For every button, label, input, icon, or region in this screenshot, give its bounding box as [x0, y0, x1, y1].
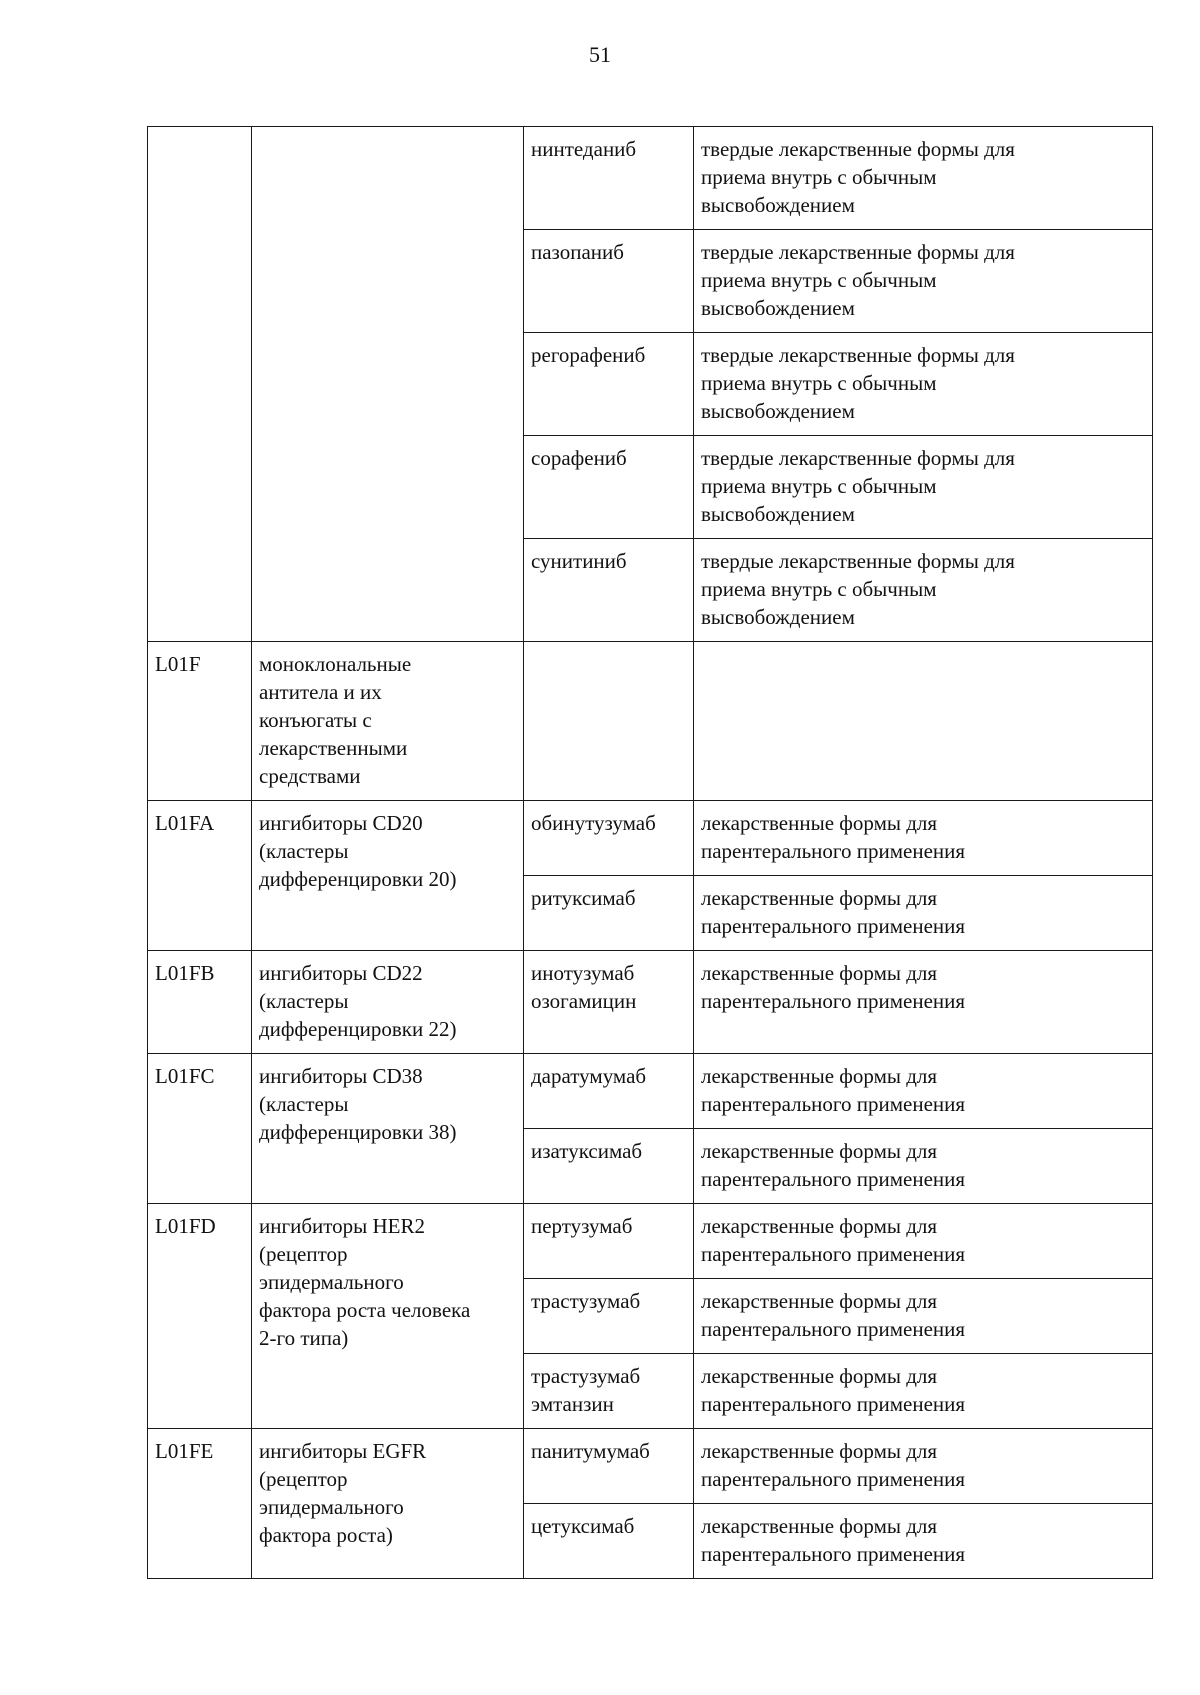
substance-cell: трастузумаб [524, 1279, 694, 1354]
substance-cell: нинтеданиб [524, 127, 694, 230]
dosage-form-cell: лекарственные формы для парентерального применения [694, 1129, 1153, 1204]
atc-code-cell: L01FB [148, 951, 252, 1054]
dosage-form-cell: твердые лекарственные формы для приема внутрь с обычным высвобождением [694, 436, 1153, 539]
dosage-form-cell: твердые лекарственные формы для приема внутрь с обычным высвобождением [694, 539, 1153, 642]
substance-cell: сорафениб [524, 436, 694, 539]
table-row [148, 1054, 1153, 1129]
dosage-form-cell: твердые лекарственные формы для приема внутрь с обычным высвобождением [694, 230, 1153, 333]
atc-code-cell: L01FC [148, 1054, 252, 1204]
table-row [148, 1204, 1153, 1279]
atc-code-cell: L01F [148, 642, 252, 801]
substance-cell: пертузумаб [524, 1204, 694, 1279]
atc-code-cell: L01FD [148, 1204, 252, 1429]
substance-cell: инотузумаб озогамицин [524, 951, 694, 1054]
substance-cell: панитумумаб [524, 1429, 694, 1504]
substance-cell: даратумумаб [524, 1054, 694, 1129]
substance-cell: пазопаниб [524, 230, 694, 333]
atc-code-cell [148, 127, 252, 642]
dosage-form-cell: лекарственные формы для парентерального применения [694, 876, 1153, 951]
dosage-form-cell: твердые лекарственные формы для приема внутрь с обычным высвобождением [694, 333, 1153, 436]
group-name-cell: ингибиторы HER2 (рецептор эпидермального фактора роста человека 2-го типа) [252, 1204, 524, 1429]
dosage-form-cell: лекарственные формы для парентерального применения [694, 1504, 1153, 1579]
substance-cell [524, 642, 694, 801]
group-name-cell [252, 127, 524, 642]
dosage-form-cell: лекарственные формы для парентерального применения [694, 951, 1153, 1054]
atc-code-cell: L01FE [148, 1429, 252, 1579]
substance-cell: регорафениб [524, 333, 694, 436]
dosage-form-cell [694, 642, 1153, 801]
atc-code-cell: L01FA [148, 801, 252, 951]
substance-cell: трастузумаб эмтанзин [524, 1354, 694, 1429]
group-name-cell: ингибиторы CD38 (кластеры дифференцировки 38) [252, 1054, 524, 1204]
dosage-form-cell: лекарственные формы для парентерального применения [694, 1204, 1153, 1279]
dosage-form-cell: лекарственные формы для парентерального применения [694, 1054, 1153, 1129]
substance-cell: цетуксимаб [524, 1504, 694, 1579]
drug-table [147, 126, 1153, 1579]
dosage-form-cell: лекарственные формы для парентерального применения [694, 1354, 1153, 1429]
table-row [148, 951, 1153, 1054]
table-row [148, 1429, 1153, 1504]
table-row [148, 642, 1153, 801]
group-name-cell: ингибиторы CD22 (кластеры дифференцировки 22) [252, 951, 524, 1054]
substance-cell: обинутузумаб [524, 801, 694, 876]
dosage-form-cell: твердые лекарственные формы для приема внутрь с обычным высвобождением [694, 127, 1153, 230]
table-row [148, 801, 1153, 876]
group-name-cell: ингибиторы EGFR (рецептор эпидермального фактора роста) [252, 1429, 524, 1579]
dosage-form-cell: лекарственные формы для парентерального применения [694, 1429, 1153, 1504]
dosage-form-cell: лекарственные формы для парентерального применения [694, 1279, 1153, 1354]
table-row [148, 127, 1153, 230]
dosage-form-cell: лекарственные формы для парентерального применения [694, 801, 1153, 876]
substance-cell: ритуксимаб [524, 876, 694, 951]
group-name-cell: моноклональные антитела и их конъюгаты с лекарственными средствами [252, 642, 524, 801]
substance-cell: изатуксимаб [524, 1129, 694, 1204]
page-number: 51 [589, 42, 611, 67]
substance-cell: сунитиниб [524, 539, 694, 642]
group-name-cell: ингибиторы CD20 (кластеры дифференцировки 20) [252, 801, 524, 951]
